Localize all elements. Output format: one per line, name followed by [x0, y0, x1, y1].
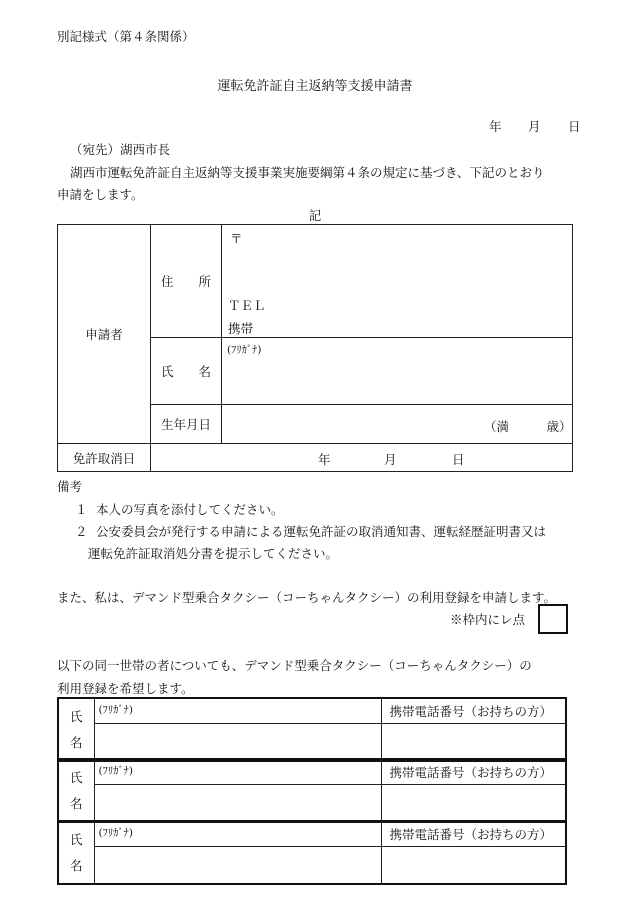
family-phone-label: 携帯電話番号（お持ちの方）: [381, 698, 566, 724]
address-field[interactable]: [222, 225, 573, 338]
revoke-year: 年: [318, 452, 331, 467]
name-field[interactable]: [222, 338, 573, 405]
family-name-label: [58, 698, 94, 761]
applicant-label: 申請者: [58, 225, 151, 444]
date-year: 年: [489, 119, 502, 134]
birth-label: 生年月日: [151, 405, 222, 444]
intro-line-2: 申請をします。: [57, 187, 144, 202]
address-label: 住 所: [151, 225, 222, 338]
applicant-table: [57, 224, 573, 472]
furigana-label: (ﾌﾘｶﾞﾅ): [227, 344, 262, 356]
family-furigana-label: (ﾌﾘｶﾞﾅ): [98, 765, 133, 777]
family-name-field[interactable]: [94, 847, 381, 884]
family-table-1: [57, 697, 567, 762]
ki-label: 記: [308, 208, 322, 223]
remarks-heading: 備考: [57, 479, 83, 494]
family-name-top: 氏: [69, 709, 83, 725]
remarks-item1-no: １: [75, 502, 88, 517]
family-name-field[interactable]: [94, 785, 381, 822]
name-label: 氏 名: [151, 338, 222, 405]
taxi-registration-checkbox[interactable]: [538, 604, 568, 634]
remarks-item1: 本人の写真を添付してください。: [96, 502, 284, 517]
revoke-date-field[interactable]: [151, 444, 573, 472]
remarks-item2-line1: 公安委員会が発行する申請による運転免許証の取消通知書、運転経歴証明書又は: [96, 524, 547, 539]
form-number: 別記様式（第４条関係）: [57, 29, 195, 44]
family-phone-field[interactable]: [381, 785, 566, 822]
family-furigana-field[interactable]: [94, 698, 381, 724]
remarks-item2-line2: 運転免許証取消処分書を提示してください。: [88, 546, 339, 561]
family-phone-field[interactable]: [381, 724, 566, 761]
revoke-day: 日: [452, 452, 465, 467]
household-line-1: 以下の同一世帯の者についても、デマンド型乗合タクシー（コーちゃんタクシー）の: [57, 658, 532, 673]
family-name-label: [58, 759, 94, 822]
family-phone-label: 携帯電話番号（お持ちの方）: [381, 821, 566, 847]
checkbox-note: ※枠内にレ点: [450, 612, 526, 627]
family-name-bottom: 名: [69, 858, 83, 874]
family-name-bottom: 名: [69, 796, 83, 812]
revoke-label: 免許取消日: [58, 444, 151, 472]
birth-field[interactable]: [222, 405, 573, 444]
family-table-3: [57, 820, 567, 885]
tel-label: ＴＥＬ: [228, 298, 266, 313]
family-name-top: 氏: [69, 832, 83, 848]
family-furigana-field[interactable]: [94, 759, 381, 785]
age-text: （満 歳）: [484, 419, 572, 434]
family-name-label: [58, 821, 94, 884]
postal-mark: 〒: [230, 231, 243, 246]
intro-line-1: 湖西市運転免許証自主返納等支援事業実施要綱第４条の規定に基づき、下記のとおり: [70, 165, 545, 180]
family-name-top: 氏: [69, 770, 83, 786]
date-month: 月: [528, 119, 541, 134]
revoke-month: 月: [384, 452, 397, 467]
taxi-request: また、私は、デマンド型乗合タクシー（コーちゃんタクシー）の利用登録を申請します。: [57, 590, 557, 605]
family-furigana-label: (ﾌﾘｶﾞﾅ): [98, 704, 133, 716]
family-table-2: [57, 758, 567, 823]
family-phone-label: 携帯電話番号（お持ちの方）: [381, 759, 566, 785]
remarks-item2-no: ２: [75, 524, 88, 539]
family-name-field[interactable]: [94, 724, 381, 761]
mobile-label: 携帯: [228, 321, 254, 336]
household-line-2: 利用登録を希望します。: [57, 681, 194, 696]
date-day: 日: [568, 119, 581, 134]
family-name-bottom: 名: [69, 735, 83, 751]
family-phone-field[interactable]: [381, 847, 566, 884]
addressee: （宛先）湖西市長: [70, 142, 171, 157]
family-furigana-label: (ﾌﾘｶﾞﾅ): [98, 827, 133, 839]
form-title: 運転免許証自主返納等支援申請書: [217, 79, 413, 94]
family-furigana-field[interactable]: [94, 821, 381, 847]
